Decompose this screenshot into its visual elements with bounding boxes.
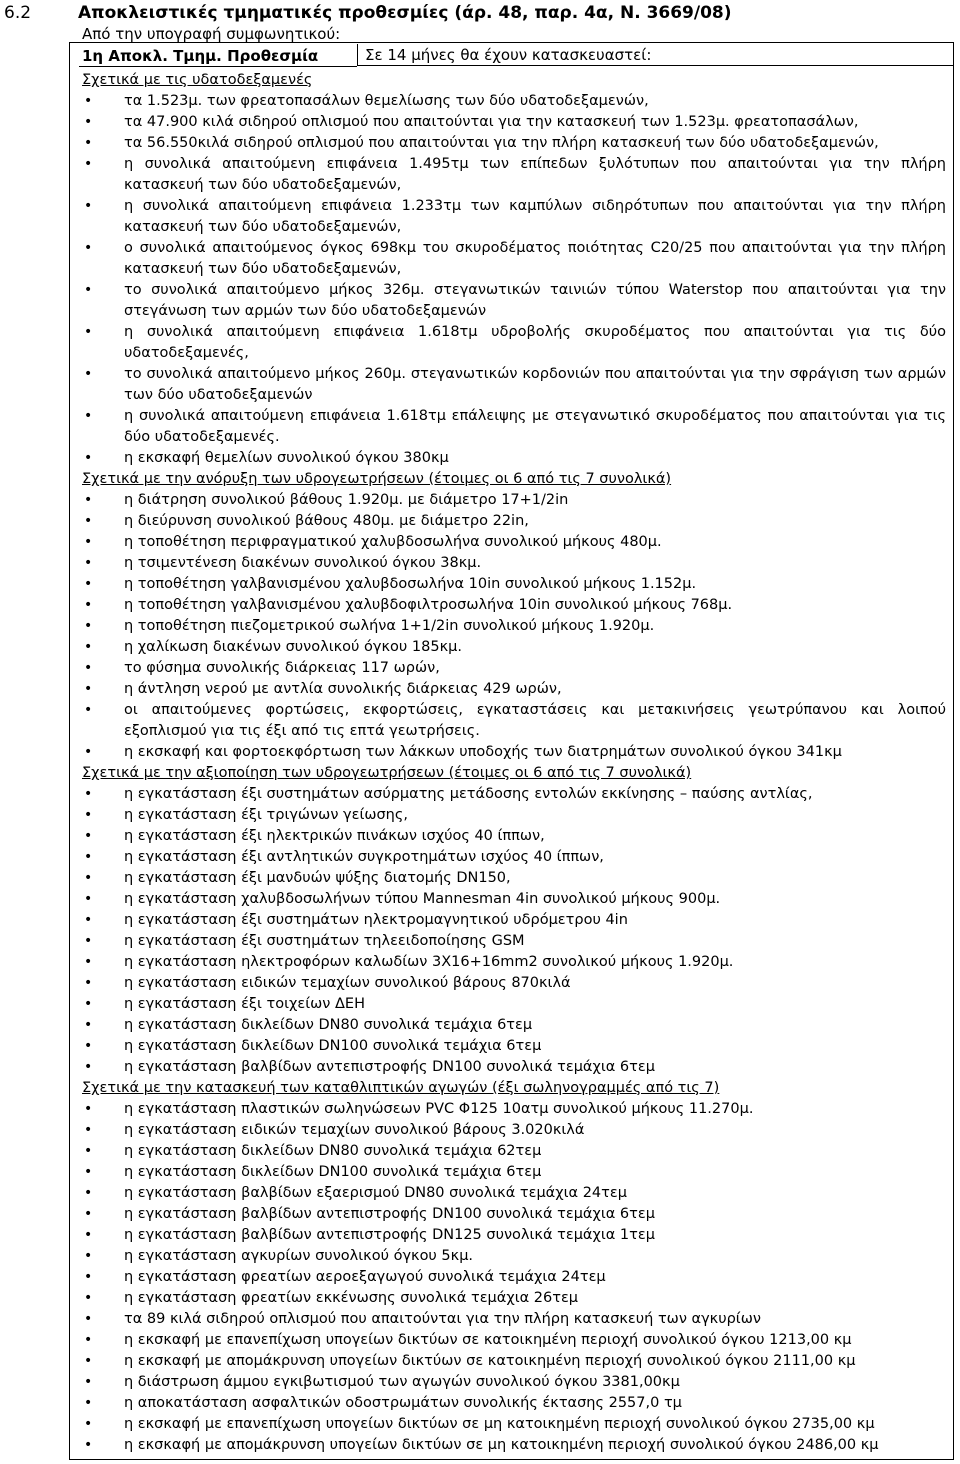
bullet-icon: •	[84, 1311, 93, 1327]
bullet-icon: •	[84, 849, 93, 865]
list-item-text: η εγκατάσταση έξι συστημάτων ηλεκτρομαγνητικού υδρόμετρου 4in	[124, 912, 628, 928]
list-item	[70, 931, 952, 952]
list-item	[70, 112, 952, 133]
list-item-text: η εγκατάσταση δικλείδων DN100 συνολικά τεμάχια 6τεμ	[124, 1164, 542, 1180]
list-item-text: η εκσκαφή θεμελίων συνολικού όγκου 380κμ	[124, 450, 449, 466]
bullet-icon: •	[84, 534, 93, 550]
bullet-icon: •	[84, 1038, 93, 1054]
bullet-icon: •	[84, 660, 93, 676]
list-item	[70, 532, 952, 553]
list-item-text: η διάστρωση άμμου εγκιβωτισμού των αγωγών συνολικού όγκου 3381,00κμ	[124, 1374, 680, 1390]
list-item	[70, 1015, 952, 1036]
list-item	[70, 784, 952, 805]
bullet-icon: •	[84, 1437, 93, 1453]
list-item	[70, 280, 952, 322]
list-item	[70, 574, 952, 595]
list-item-text: η εκσκαφή με απομάκρυνση υπογείων δικτύων σε μη κατοικημένη περιοχή συνολικού όγκου 2486,00 κμ	[124, 1437, 879, 1453]
list-item-text: η εγκατάσταση βαλβίδων αντεπιστροφής DN100 συνολικά τεμάχια 6τεμ	[124, 1059, 655, 1075]
bullet-icon: •	[84, 975, 93, 991]
list-item	[70, 889, 952, 910]
bullet-icon: •	[84, 555, 93, 571]
list-item-text: το φύσημα συνολικής διάρκειας 117 ωρών,	[124, 660, 440, 676]
list-item	[70, 133, 952, 154]
list-item-text: η εκσκαφή και φορτοεκφόρτωση των λάκκων υποδοχής των διατρημάτων συνολικού όγκου 341κμ	[124, 744, 842, 760]
list-item	[70, 1309, 952, 1330]
list-item-text: η εκσκαφή με επανεπίχωση υπογείων δικτύων σε μη κατοικημένη περιοχή συνολικού όγκου 2735,00 κμ	[124, 1416, 875, 1432]
list-item-text: ο συνολικά απαιτούμενος όγκος 698κμ του σκυροδέματος ποιότητας C20/25 που απαιτούνται για την πλήρη κατασκευή των δύο υδατοδεξαμενών,	[124, 240, 946, 277]
list-item-text: η τσιμεντένεση διακένων συνολικού όγκου 38κμ.	[124, 555, 482, 571]
list-item	[70, 1267, 952, 1288]
list-item	[70, 595, 952, 616]
bullet-icon: •	[84, 912, 93, 928]
section-number: 6.2	[4, 3, 32, 23]
bullet-icon: •	[84, 1332, 93, 1348]
list-item	[70, 994, 952, 1015]
bullet-icon: •	[84, 702, 93, 718]
list-item-text: η εγκατάσταση ειδικών τεμαχίων συνολικού βάρους 870κιλά	[124, 975, 571, 991]
list-item	[70, 406, 952, 448]
bullet-icon: •	[84, 576, 93, 592]
section-title: Αποκλειστικές τμηματικές προθεσμίες (άρ. 48, παρ. 4α, Ν. 3669/08)	[78, 3, 732, 23]
list-item	[70, 1204, 952, 1225]
bullet-icon: •	[84, 807, 93, 823]
list-item	[70, 868, 952, 889]
list-item	[70, 91, 952, 112]
bullet-icon: •	[84, 1269, 93, 1285]
list-item	[70, 658, 952, 679]
subsection-heading: Σχετικά με την αξιοποίηση των υδρογεωτρήσεων (έτοιμες οι 6 από τις 7 συνολικά)	[82, 765, 692, 781]
bullet-icon: •	[84, 1017, 93, 1033]
bullet-icon: •	[84, 786, 93, 802]
deadline-label: 1η Αποκλ. Τμημ. Προθεσμία	[82, 47, 319, 65]
deadline-content	[70, 70, 952, 1456]
list-item	[70, 1372, 952, 1393]
bullet-icon: •	[84, 1248, 93, 1264]
bullet-icon: •	[84, 870, 93, 886]
bullet-icon: •	[84, 135, 93, 151]
bullet-icon: •	[84, 1290, 93, 1306]
bullet-icon: •	[84, 954, 93, 970]
list-item-text: η εγκατάσταση φρεατίων αεροεξαγωγού συνολικά τεμάχια 24τεμ	[124, 1269, 606, 1285]
list-item-text: η εγκατάσταση έξι ηλεκτρικών πινάκων ισχύος 40 ίππων,	[124, 828, 545, 844]
list-item-text: η εγκατάσταση πλαστικών σωληνώσεων PVC Φ125 10ατμ συνολικού μήκους 11.270μ.	[124, 1101, 754, 1117]
list-item-text: η εγκατάσταση δικλείδων DN100 συνολικά τεμάχια 6τεμ	[124, 1038, 542, 1054]
list-item	[70, 1120, 952, 1141]
bullet-icon: •	[84, 828, 93, 844]
subsection-heading: Σχετικά με την ανόρυξη των υδρογεωτρήσεων (έτοιμες οι 6 από τις 7 συνολικά)	[82, 471, 672, 487]
list-item	[70, 847, 952, 868]
bullet-icon: •	[84, 1227, 93, 1243]
bullet-icon: •	[84, 1185, 93, 1201]
list-item	[70, 322, 952, 364]
list-item-text: η εγκατάσταση δικλείδων DN80 συνολικά τεμάχια 6τεμ	[124, 1017, 533, 1033]
list-item-text: η εγκατάσταση ειδικών τεμαχίων συνολικού βάρους 3.020κιλά	[124, 1122, 585, 1138]
list-item	[70, 910, 952, 931]
bullet-icon: •	[84, 1101, 93, 1117]
bullet-icon: •	[84, 933, 93, 949]
bullet-icon: •	[84, 450, 93, 466]
list-item-text: η τοποθέτηση γαλβανισμένου χαλυβδοσωλήνα 10in συνολικού μήκους 1.152μ.	[124, 576, 697, 592]
bullet-icon: •	[84, 513, 93, 529]
list-item	[70, 1225, 952, 1246]
bullet-icon: •	[84, 1164, 93, 1180]
list-item	[70, 1141, 952, 1162]
list-item	[70, 511, 952, 532]
list-item-text: η εγκατάσταση χαλυβδοσωλήνων τύπου Mannesman 4in συνολικού μήκους 900μ.	[124, 891, 721, 907]
list-item-text: η συνολικά απαιτούμενη επιφάνεια 1.618τμ επάλειψης με στεγανωτικό σκυροδέματος που απαιτούνται για τις δύο υδατοδεξαμενές.	[124, 408, 946, 445]
list-item-text: η εκσκαφή με απομάκρυνση υπογείων δικτύων σε κατοικημένη περιοχή συνολικού όγκου 2111,00 κμ	[124, 1353, 856, 1369]
bullet-icon: •	[84, 156, 93, 172]
list-item	[70, 1099, 952, 1120]
list-item	[70, 364, 952, 406]
bullet-icon: •	[84, 1122, 93, 1138]
bullet-icon: •	[84, 1059, 93, 1075]
bullet-icon: •	[84, 681, 93, 697]
list-item	[70, 490, 952, 511]
list-item	[70, 1351, 952, 1372]
list-item	[70, 1036, 952, 1057]
bullet-icon: •	[84, 639, 93, 655]
list-item	[70, 1183, 952, 1204]
list-item	[70, 1330, 952, 1351]
list-item	[70, 1057, 952, 1078]
document-subtitle: Από την υπογραφή συμφωνητικού:	[82, 25, 341, 43]
bullet-icon: •	[84, 618, 93, 634]
bullet-icon: •	[84, 408, 93, 424]
list-item	[70, 553, 952, 574]
list-item	[70, 973, 952, 994]
list-item-text: η συνολικά απαιτούμενη επιφάνεια 1.495τμ των επίπεδων ξυλότυπων που απαιτούνται για την πλήρη κατασκευή των δύο υδατοδεξαμενών,	[124, 156, 946, 193]
list-item-text: η άντληση νερού με αντλία συνολικής διάρκειας 429 ωρών,	[124, 681, 562, 697]
bullet-icon: •	[84, 891, 93, 907]
bullet-icon: •	[84, 492, 93, 508]
list-item-text: η τοποθέτηση γαλβανισμένου χαλυβδοφιλτροσωλήνα 10in συνολικού μήκους 768μ.	[124, 597, 733, 613]
bullet-icon: •	[84, 366, 93, 382]
bullet-icon: •	[84, 1416, 93, 1432]
list-item-text: η εγκατάσταση αγκυρίων συνολικού όγκου 5κμ.	[124, 1248, 474, 1264]
bullet-icon: •	[84, 1206, 93, 1222]
list-item-text: η αποκατάσταση ασφαλτικών οδοστρωμάτων συνολικής έκτασης 2557,0 τμ	[124, 1395, 682, 1411]
list-item-text: τα 56.550κιλά σιδηρού οπλισμού που απαιτούνται για την πλήρη κατασκευή των δύο υδατοδεξαμενών,	[124, 135, 879, 151]
list-item	[70, 196, 952, 238]
list-item	[70, 742, 952, 763]
list-item	[70, 1435, 952, 1456]
list-item-text: τα 1.523μ. των φρεατοπασάλων θεμελίωσης των δύο υδατοδεξαμενών,	[124, 93, 649, 109]
subsection-heading: Σχετικά με τις υδατοδεξαμενές	[82, 72, 313, 88]
list-item-text: η τοποθέτηση πιεζομετρικού σωλήνα 1+1/2in συνολικού μήκους 1.920μ.	[124, 618, 655, 634]
list-item	[70, 805, 952, 826]
bullet-icon: •	[84, 282, 93, 298]
bullet-icon: •	[84, 1374, 93, 1390]
bullet-icon: •	[84, 597, 93, 613]
list-item-text: η εγκατάσταση βαλβίδων αντεπιστροφής DN100 συνολικά τεμάχια 6τεμ	[124, 1206, 655, 1222]
bullet-icon: •	[84, 240, 93, 256]
list-item-text: η συνολικά απαιτούμενη επιφάνεια 1.233τμ των καμπύλων σιδηρότυπων που απαιτούνται για την πλήρη κατασκευή των δύο υδατοδεξαμενών,	[124, 198, 946, 235]
list-item	[70, 700, 952, 742]
list-item-text: η συνολικά απαιτούμενη επιφάνεια 1.618τμ υδροβολής σκυροδέματος που απαιτούνται για τις δύο υδατοδεξαμενές,	[124, 324, 946, 361]
list-item	[70, 1393, 952, 1414]
list-item	[70, 238, 952, 280]
list-item-text: το συνολικά απαιτούμενο μήκος 326μ. στεγανωτικών ταινιών τύπου Waterstop που απαιτούνται για την στεγάνωση των αρμών των δύο υδατοδεξαμενών	[124, 282, 946, 319]
list-item-text: η εγκατάσταση έξι τριγώνων γείωσης,	[124, 807, 408, 823]
bullet-icon: •	[84, 1143, 93, 1159]
list-item-text: η εγκατάσταση φρεατίων εκκένωσης συνολικά τεμάχια 26τεμ	[124, 1290, 579, 1306]
list-item-text: το συνολικά απαιτούμενο μήκος 260μ. στεγανωτικών κορδονιών που απαιτούνται για την σφράγιση των αρμών των δύο υδατοδεξαμενών	[124, 366, 946, 403]
bullet-icon: •	[84, 1395, 93, 1411]
list-item-text: η εγκατάσταση βαλβίδων εξαερισμού DN80 συνολικά τεμάχια 24τεμ	[124, 1185, 627, 1201]
subsection-heading: Σχετικά με την κατασκευή των καταθλιπτικών αγωγών (έξι σωληνογραμμές από τις 7)	[82, 1080, 720, 1096]
list-item	[70, 154, 952, 196]
list-item-text: η τοποθέτηση περιφραγματικού χαλυβδοσωλήνα συνολικού μήκους 480μ.	[124, 534, 662, 550]
list-item	[70, 1288, 952, 1309]
list-item-text: η εκσκαφή με επανεπίχωση υπογείων δικτύων σε κατοικημένη περιοχή συνολικού όγκου 1213,00 κμ	[124, 1332, 852, 1348]
list-item-text: η διάτρηση συνολικού βάθους 1.920μ. με διάμετρο 17+1/2in	[124, 492, 569, 508]
list-item-text: οι απαιτούμενες φορτώσεις, εκφορτώσεις, εγκαταστάσεις και μετακινήσεις γεωτρύπανου και λοιπού εξοπλισμού για τις έξι από τις επτά γεωτρήσεις.	[124, 702, 946, 739]
list-item	[70, 616, 952, 637]
list-item-text: η εγκατάσταση βαλβίδων αντεπιστροφής DN125 συνολικά τεμάχια 1τεμ	[124, 1227, 655, 1243]
list-item	[70, 1246, 952, 1267]
bullet-icon: •	[84, 324, 93, 340]
list-item	[70, 1414, 952, 1435]
bullet-icon: •	[84, 744, 93, 760]
bullet-icon: •	[84, 996, 93, 1012]
list-item-text: η εγκατάσταση έξι συστημάτων τηλεειδοποίησης GSM	[124, 933, 525, 949]
list-item	[70, 952, 952, 973]
list-item-text: η εγκατάσταση ηλεκτροφόρων καλωδίων 3Χ16+16mm2 συνολικού μήκους 1.920μ.	[124, 954, 734, 970]
list-item	[70, 1162, 952, 1183]
list-item-text: η χαλίκωση διακένων συνολικού όγκου 185κμ.	[124, 639, 462, 655]
list-item-text: τα 47.900 κιλά σιδηρού οπλισμού που απαιτούνται για την κατασκευή των 1.523μ. φρεατοπασάλων,	[124, 114, 859, 130]
list-item-text: η εγκατάσταση δικλείδων DN80 συνολικά τεμάχια 62τεμ	[124, 1143, 542, 1159]
bullet-icon: •	[84, 1353, 93, 1369]
deadline-label-divider	[79, 66, 357, 67]
list-item-text: η διεύρυνση συνολικού βάθους 480μ. με διάμετρο 22in,	[124, 513, 529, 529]
deadline-description: Σε 14 μήνες θα έχουν κατασκευαστεί:	[357, 44, 954, 66]
bullet-icon: •	[84, 198, 93, 214]
bullet-icon: •	[84, 114, 93, 130]
list-item	[70, 826, 952, 847]
list-item-text: η εγκατάσταση έξι μανδυών ψύξης διατομής DN150,	[124, 870, 511, 886]
list-item	[70, 448, 952, 469]
list-item-text: τα 89 κιλά σιδηρού οπλισμού που απαιτούνται για την πλήρη κατασκευή των αγκυρίων	[124, 1311, 761, 1327]
list-item-text: η εγκατάσταση έξι συστημάτων ασύρματης μετάδοσης εντολών εκκίνησης – παύσης αντλίας,	[124, 786, 813, 802]
list-item-text: η εγκατάσταση έξι τοιχείων ΔΕΗ	[124, 996, 365, 1012]
bullet-icon: •	[84, 93, 93, 109]
list-item	[70, 679, 952, 700]
list-item	[70, 637, 952, 658]
list-item-text: η εγκατάσταση έξι αντλητικών συγκροτημάτων ισχύος 40 ίππων,	[124, 849, 604, 865]
